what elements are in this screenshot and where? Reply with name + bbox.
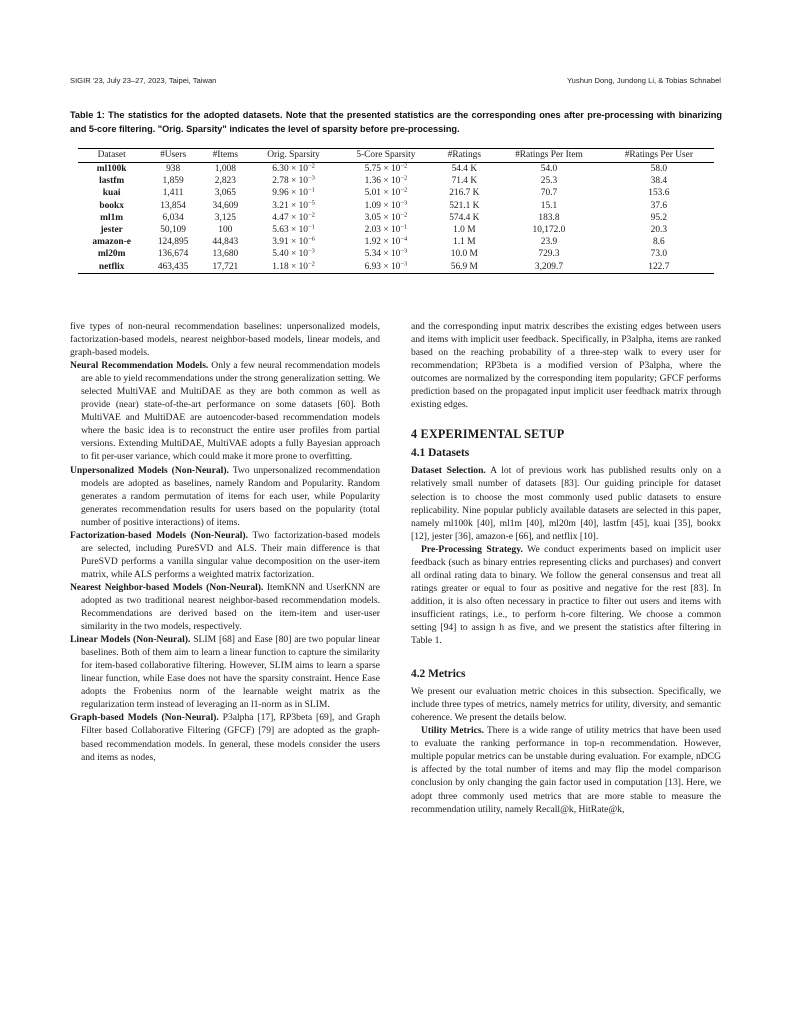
cell-orig-sparsity: [250, 261, 338, 274]
cell-5core-sparsity-exponent: −2: [400, 211, 408, 219]
preprocessing-text: We conduct experiments based on implicit user feedback (such as binary entries representing clicks and purchases) and convert all ordinal rating data to binary. We follow the general consensus and treat all ratings greater or equal to four as positive and negative for the rest [83]. In addition, it is also often necessary in practice to filter out users and items with insufficient ratings, i.e., to perform h-core filtering. We choose a common setting [94] to assign h as five, and we present the statistics after filtering in Table 1.: [411, 543, 721, 647]
cell-5core-sparsity-exponent: −3: [400, 247, 408, 255]
cell-ratings-per-user: 95.2: [650, 212, 668, 223]
cell-5core-sparsity-mantissa: 5.34: [364, 249, 381, 260]
cell-5core-sparsity-mantissa: 5.75: [364, 164, 381, 174]
cell-5core-sparsity: [337, 187, 434, 199]
cell-5core-sparsity-times-ten: × 10: [380, 176, 401, 187]
cell-orig-sparsity: [250, 248, 338, 260]
cell-5core-sparsity: [337, 163, 434, 176]
cell-orig-sparsity: [250, 200, 338, 212]
dataset-selection-paragraph: [411, 464, 721, 542]
cell-5core-sparsity-exponent: −2: [400, 162, 408, 170]
cell-dataset: ml100k: [96, 164, 127, 174]
cell-orig-sparsity-mantissa: 2.78: [272, 176, 289, 187]
cell-5core-sparsity-times-ten: × 10: [380, 200, 401, 211]
cell-ratings-per-user: 58.0: [650, 164, 668, 174]
cell-orig-sparsity: [250, 175, 338, 187]
cell-5core-sparsity-mantissa: 3.05: [364, 212, 381, 223]
cell-ratings-per-item: 25.3: [540, 176, 558, 187]
cell-users: 1,859: [162, 176, 184, 187]
cell-users: 124,895: [157, 237, 189, 248]
factorization-models-text: Two factorization-based models are selected, including PureSVD and ALS. Their main difference is that PureSVD performs a vanilla singular value decomposition on the user-item matrix, while ALS performs a weighted matrix factorization.: [81, 529, 380, 580]
cell-dataset: amazon-e: [92, 237, 131, 248]
utility-metrics-paragraph: [411, 724, 721, 815]
cell-orig-sparsity-times-ten: × 10: [288, 225, 308, 236]
cell-5core-sparsity-exponent: −3: [400, 260, 408, 268]
nearest-neighbor-models-text: ItemKNN and UserKNN are adopted as two traditional nearest neighbor-based recommendation models. Recommendations are derived based on the item-item and user-user similarity in the two models, respectively.: [81, 581, 380, 633]
statistics-table-wrap: [78, 148, 714, 274]
cell-orig-sparsity-times-ten: × 10: [288, 261, 308, 272]
cell-ratings-per-item: 729.3: [538, 249, 560, 260]
utility-metrics-text: There is a wide range of utility metrics that have been used to evaluate the ranking performance in top-n recommendation. However, multiple popular metrics can be unstable during evaluation. For example, nDCG is affected by the total number of items and may flip the model comparison conclusion by only changing the gain factor used in computation [13]. Here, we adopt three commonly used metrics that are more stable to measure the recommendation utility, namely Recall@k, HitRate@k,: [411, 725, 721, 815]
table-row: [78, 163, 714, 176]
graph-models-paragraph: [70, 711, 380, 763]
cell-orig-sparsity-exponent: −2: [307, 162, 315, 170]
cell-5core-sparsity-times-ten: × 10: [380, 188, 401, 199]
cell-5core-sparsity: [337, 175, 434, 187]
cell-users: 50,109: [160, 225, 186, 236]
baselines-intro: five types of non-neural recommendation baselines: unpersonalized models, factorization-based models, nearest neighbor-based models, linear models, and graph-based models.: [70, 321, 380, 359]
cell-orig-sparsity-mantissa: 3.21: [272, 200, 289, 211]
col-header-items: #Items: [201, 149, 250, 163]
left-column: [70, 320, 380, 764]
cell-ratings: 1.0 M: [453, 225, 476, 236]
cell-5core-sparsity-exponent: −2: [400, 174, 408, 182]
graph-models-continuation: and the corresponding input matrix describes the existing edges between users and items with implicit user feedback. Specifically, in P3alpha, items are ranked based on the reaching probability of a three-step walk to every user for recommendation; RP3beta is a modified version of P3alpha, where the outcomes are normalized by the corresponding item popularity; GFCF performs prediction based on the propagated input implicit user feedback matrix through existing edges.: [411, 321, 721, 411]
table-caption-label: Table 1:: [70, 110, 105, 120]
cell-ratings-per-item: 70.7: [540, 188, 558, 199]
cell-5core-sparsity-mantissa: 1.92: [364, 237, 381, 248]
linear-models-heading: Linear Models (Non-Neural).: [70, 634, 191, 646]
cell-orig-sparsity-times-ten: × 10: [288, 212, 308, 223]
cell-5core-sparsity: [337, 212, 434, 224]
cell-orig-sparsity: [250, 212, 338, 224]
cell-5core-sparsity-mantissa: 1.36: [364, 176, 381, 187]
cell-5core-sparsity-times-ten: × 10: [380, 237, 401, 248]
cell-ratings-per-user: 8.6: [652, 237, 665, 248]
cell-5core-sparsity-times-ten: × 10: [380, 164, 401, 174]
cell-items: 1,008: [214, 164, 236, 174]
preprocessing-paragraph: [411, 543, 721, 647]
cell-dataset: ml20m: [97, 249, 126, 260]
cell-orig-sparsity-exponent: −3: [307, 247, 315, 255]
cell-5core-sparsity-times-ten: × 10: [380, 261, 401, 272]
cell-orig-sparsity-times-ten: × 10: [288, 188, 308, 199]
dataset-selection-text: A lot of previous work has published results only on a relatively small number of datasets [83]. Our guiding principle for dataset selection is to choose the most commonly used public datasets to ensure replicability. Nine popular publicly available datasets are selected in this paper, namely ml100k [40], ml1m [40], ml20m [40], lastfm [45], kuai [35], bookx [12], jester [36], amazon-e [66], and netflix [10].: [411, 465, 722, 542]
cell-dataset: bookx: [99, 200, 124, 211]
cell-dataset: ml1m: [100, 212, 124, 223]
cell-orig-sparsity-exponent: −3: [307, 174, 315, 182]
cell-users: 463,435: [145, 261, 201, 274]
cell-items: 34,609: [212, 200, 239, 211]
table-row: [78, 261, 714, 274]
right-column: [411, 320, 721, 816]
cell-ratings: 54.4 K: [451, 164, 478, 174]
table-caption-text: The statistics for the adopted datasets. Note that the presented statistics are the corresponding ones after pre-processing with binarizing and 5-core filtering. "Orig. Sparsity" indicates the level of sparsity before pre-processing.: [70, 110, 722, 134]
dataset-selection-heading: Dataset Selection.: [411, 465, 486, 477]
col-header-5core-sparsity: 5-Core Sparsity: [337, 149, 434, 163]
cell-ratings: 10.0 M: [450, 249, 478, 260]
unpersonalized-models-text: Two unpersonalized recommendation models are adopted as baselines, namely Random and Popularity. Random generates a random permutation of items for each user, while Popularity generates recommendation results for users based on the popularity (total number of positive interactions) of items.: [81, 464, 381, 528]
cell-ratings-per-item: 10,172.0: [532, 225, 566, 236]
neural-models-heading: Neural Recommendation Models.: [70, 360, 209, 372]
graph-models-heading: Graph-based Models (Non-Neural).: [70, 712, 219, 724]
nearest-neighbor-models-heading: Nearest Neighbor-based Models (Non-Neural).: [70, 581, 264, 593]
cell-orig-sparsity-mantissa: 3.91: [272, 237, 289, 248]
cell-items: 2,823: [214, 176, 236, 187]
cell-ratings-per-user: 37.6: [650, 200, 668, 211]
cell-5core-sparsity: [337, 224, 434, 236]
table-row: [78, 175, 714, 187]
cell-ratings: 1.1 M: [453, 237, 476, 248]
cell-5core-sparsity-exponent: −1: [400, 223, 408, 231]
cell-users: 136,674: [157, 249, 189, 260]
cell-ratings-per-item: 183.8: [538, 212, 560, 223]
cell-5core-sparsity-exponent: −3: [400, 199, 408, 207]
col-header-users: #Users: [145, 149, 201, 163]
linear-models-paragraph: [70, 633, 380, 711]
unpersonalized-models-heading: Unpersonalized Models (Non-Neural).: [70, 464, 229, 476]
cell-5core-sparsity-exponent: −2: [400, 186, 408, 194]
utility-metrics-heading: Utility Metrics.: [421, 725, 485, 737]
table-row: [78, 200, 714, 212]
cell-5core-sparsity: [337, 248, 434, 260]
col-header-ratings-per-item: #Ratings Per Item: [494, 149, 603, 163]
cell-orig-sparsity: [250, 163, 338, 176]
table-header-row: [78, 149, 714, 163]
running-head-venue: SIGIR '23, July 23–27, 2023, Taipei, Taiwan: [70, 76, 217, 85]
cell-orig-sparsity-times-ten: × 10: [288, 249, 308, 260]
cell-orig-sparsity-times-ten: × 10: [288, 176, 308, 187]
statistics-table: [78, 148, 714, 274]
cell-orig-sparsity-times-ten: × 10: [288, 237, 308, 248]
cell-orig-sparsity-mantissa: 4.47: [272, 212, 289, 223]
section-title-experimental-setup: 4 EXPERIMENTAL SETUP: [411, 427, 565, 442]
col-header-dataset: Dataset: [78, 149, 145, 163]
cell-ratings: 574.4 K: [449, 212, 480, 223]
factorization-models-heading: Factorization-based Models (Non-Neural).: [70, 529, 249, 541]
cell-ratings-per-item: 54.0: [540, 164, 558, 174]
cell-ratings: 521.1 K: [449, 200, 480, 211]
cell-items: 13,680: [212, 249, 239, 260]
unpersonalized-models-paragraph: [70, 464, 380, 529]
cell-orig-sparsity-exponent: −5: [307, 199, 315, 207]
neural-models-text: Only a few neural recommendation models are able to yield recommendations under the strong generalization setting. We selected MultiVAE and MultiDAE as they are both common as well as provide (near) state-of-the-art performance on some datasets [60]. Both MultiVAE and MultiDAE are autoencoder-based recommendation models where the basic idea is to reconstruct the entire user profiles from partial versions. Extending MultiDAE, MultiVAE adopts a fully Bayesian approach to fit per-user variance, which could make it more prone to overfitting.: [81, 360, 380, 463]
col-header-ratings: #Ratings: [434, 149, 494, 163]
factorization-models-paragraph: [70, 529, 380, 581]
cell-orig-sparsity-exponent: −2: [307, 260, 315, 268]
cell-orig-sparsity: [250, 187, 338, 199]
cell-users: 938: [166, 164, 181, 174]
table-row: [78, 224, 714, 236]
cell-orig-sparsity-mantissa: 6.30: [272, 164, 289, 174]
cell-ratings-per-item: 23.9: [540, 237, 558, 248]
cell-items: 100: [218, 225, 233, 236]
cell-orig-sparsity-mantissa: 1.18: [272, 261, 289, 272]
running-head-authors: Yushun Dong, Jundong Li, & Tobias Schnabel: [567, 76, 721, 85]
cell-5core-sparsity-mantissa: 6.93: [364, 261, 381, 272]
cell-items: 3,065: [214, 188, 236, 199]
cell-orig-sparsity-mantissa: 9.96: [272, 188, 289, 199]
cell-users: 1,411: [162, 188, 184, 199]
cell-orig-sparsity: [250, 236, 338, 248]
table-body: [78, 163, 714, 274]
preprocessing-heading: Pre-Processing Strategy.: [421, 543, 523, 555]
col-header-orig-sparsity: Orig. Sparsity: [250, 149, 338, 163]
cell-items: 17,721: [201, 261, 250, 274]
table-caption: [70, 108, 722, 136]
cell-ratings-per-user: 73.0: [650, 249, 668, 260]
col-header-ratings-per-user: #Ratings Per User: [604, 149, 714, 163]
cell-5core-sparsity: [337, 236, 434, 248]
cell-5core-sparsity-times-ten: × 10: [380, 212, 401, 223]
table-row: [78, 236, 714, 248]
cell-ratings: 56.9 M: [434, 261, 494, 274]
graph-models-text: P3alpha [17], RP3beta [69], and Graph Filter based Collaborative Filtering (GFCF) [79] are adopted as the graph-based recommendation models. In general, these models consider the users and items as nodes,: [81, 712, 380, 763]
subsection-title-datasets: 4.1 Datasets: [411, 447, 470, 460]
cell-5core-sparsity-mantissa: 1.09: [364, 200, 381, 211]
running-head: [70, 76, 721, 90]
cell-ratings: 71.4 K: [451, 176, 478, 187]
cell-5core-sparsity-mantissa: 2.03: [364, 225, 381, 236]
table-row: [78, 212, 714, 224]
cell-ratings-per-item: 3,209.7: [494, 261, 603, 274]
cell-orig-sparsity-mantissa: 5.63: [272, 225, 289, 236]
subsection-title-metrics: 4.2 Metrics: [411, 668, 466, 681]
cell-dataset: lastfm: [99, 176, 125, 187]
cell-5core-sparsity-times-ten: × 10: [380, 249, 401, 260]
cell-orig-sparsity: [250, 224, 338, 236]
cell-5core-sparsity: [337, 200, 434, 212]
cell-orig-sparsity-exponent: −1: [307, 186, 315, 194]
cell-ratings-per-user: 20.3: [650, 225, 668, 236]
cell-users: 6,034: [162, 212, 184, 223]
cell-orig-sparsity-exponent: −1: [307, 223, 315, 231]
cell-users: 13,854: [160, 200, 186, 211]
cell-5core-sparsity-times-ten: × 10: [380, 225, 401, 236]
nearest-neighbor-models-paragraph: [70, 581, 380, 633]
cell-ratings-per-item: 15.1: [540, 200, 558, 211]
cell-orig-sparsity-mantissa: 5.40: [272, 249, 289, 260]
cell-orig-sparsity-exponent: −6: [307, 235, 315, 243]
table-row: [78, 187, 714, 199]
cell-ratings-per-user: 38.4: [650, 176, 668, 187]
cell-dataset: kuai: [102, 188, 121, 199]
metrics-intro-paragraph: We present our evaluation metric choices in this subsection. Specifically, we include three types of metrics, namely metrics for utility, diversity, and semantic coherence. We present the details below.: [411, 686, 721, 724]
cell-orig-sparsity-times-ten: × 10: [288, 200, 308, 211]
cell-ratings-per-user: 153.6: [648, 188, 670, 199]
cell-orig-sparsity-exponent: −2: [307, 211, 315, 219]
cell-dataset: jester: [100, 225, 123, 236]
cell-items: 3,125: [214, 212, 236, 223]
table-row: [78, 248, 714, 260]
cell-ratings-per-user: 122.7: [604, 261, 714, 274]
cell-items: 44,843: [212, 237, 239, 248]
cell-ratings: 216.7 K: [449, 188, 480, 199]
cell-dataset: netflix: [78, 261, 145, 274]
cell-5core-sparsity-exponent: −4: [400, 235, 408, 243]
neural-models-paragraph: [70, 359, 380, 463]
cell-5core-sparsity: [337, 261, 434, 274]
cell-5core-sparsity-mantissa: 5.01: [364, 188, 381, 199]
linear-models-text: SLIM [68] and Ease [80] are two popular linear baselines. Both of them aim to learn a linear function to capture the similarity for item-based collaborative filtering. However, SLIM aims to learn a sparse linear function, while Ease does not have the sparsity constraint. Hence Ease adopts the Frobenius norm of the learnable weight matrix as the regularization term instead of leveraging an l1-norm as in SLIM.: [81, 634, 381, 711]
cell-orig-sparsity-times-ten: × 10: [288, 164, 308, 174]
